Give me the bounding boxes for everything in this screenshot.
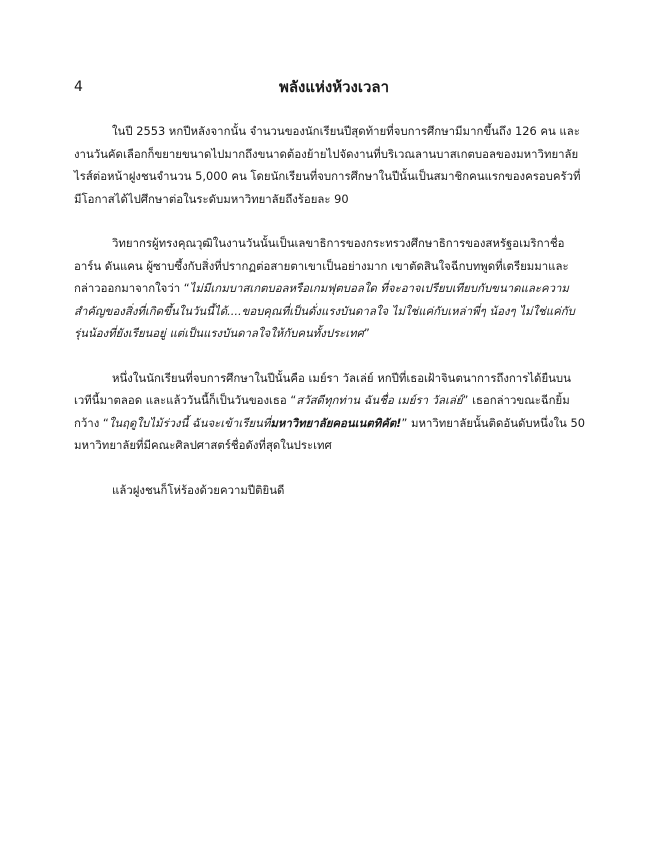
page-number: 4 (74, 79, 83, 95)
quote-announcement: ในฤดูใบไม้ร่วงนี้ ฉันจะเข้าเรียนที่ (108, 415, 271, 430)
quote-greeting: สวัสดีทุกท่าน ฉันชื่อ เมย์รา วัลเล่ย์ (296, 393, 463, 407)
paragraph-3-text-mid: ” เธอกล่าวขณะฉีกยิ้มกว้าง “ (74, 393, 570, 430)
paragraph-1-text: ในปี 2553 หกปีหลังจากนั้น จำนวนของนักเรียนปีสุดท้ายที่จบการศึกษามีมากขึ้นถึง 126 คน และงานวันคัดเลือกก็ขยายขนาดไปมากถึงขนาดต้องย้ายไปจัดงานที่บริเวณลานบาสเกตบอลของมหาวิทยาลัยไรส์ต่อหน้าฝูงชนจำนวน 5,000 คน โดยนักเรียนที่จบการศึกษาในปีนั้นเป็นสมาชิกคนแรกของครอบครัวที่มีโอกาสได้ไปศึกษาต่อในระดับมหาวิทยาลัยถึงร้อยละ 90 (74, 124, 581, 206)
paragraph-3 (74, 367, 588, 457)
paragraph-4-text: แล้วฝูงชนก็โห่ร้องด้วยความปีติยินดี (112, 482, 285, 497)
paragraph-1 (74, 120, 588, 210)
quote-close: ” (363, 326, 370, 340)
university-name: มหาวิทยาลัยคอนเนตทิคัต! (270, 415, 402, 430)
body-text (74, 120, 588, 523)
paragraph-4 (74, 479, 588, 502)
quote-duncan: ไม่มีเกมบาสเกตบอลหรือเกมฟุตบอลใด ที่จะอาจเปรียบเทียบกับขนาดและความสำคัญของสิ่งที่เกิดขึ้นในวันนี้ได้....ขอบคุณที่เป็นดั่งแรงบันดาลใจ ไม่ใช่แค่กับเหล่าพี่ๆ น้องๆ ไม่ใช่แค่กับรุ่นน้องที่ยังเรียนอยู่ แต่เป็นแรงบันดาลใจให้กับคนทั้งประเทศ (74, 281, 575, 340)
paragraph-3-text: หนึ่งในนักเรียนที่จบการศึกษาในปีนั้นคือ เมย์รา วัลเล่ย์ หกปีที่เธอเฝ้าจินตนาการถึงการได้ยืนบนเวทีนี้มาตลอด และแล้ววันนี้ก็เป็นวันของเธอ “ (74, 370, 571, 407)
chapter-title: พลังแห่งห้วงเวลา (278, 78, 390, 96)
page-header (74, 76, 594, 100)
paragraph-2 (74, 232, 588, 345)
paragraph-2-text: วิทยากรผู้ทรงคุณวุฒิในงานวันนั้นเป็นเลขาธิการของกระทรวงศึกษาธิการของสหรัฐอเมริกาชื่อ อาร์น ดันแคน ผู้ซาบซึ้งกับสิ่งที่ปรากฏต่อสายตาเขาเป็นอย่างมาก เขาตัดสินใจฉีกบทพูดที่เตรียมมาและกล่าวออกมาจากใจว่า “ (74, 236, 569, 295)
paragraph-3-text-end: ” มหาวิทยาลัยนั้นติดอันดับหนึ่งใน 50 มหาวิทยาลัยที่มีคณะศิลปศาสตร์ชื่อดังที่สุดในประเทศ (74, 415, 585, 452)
